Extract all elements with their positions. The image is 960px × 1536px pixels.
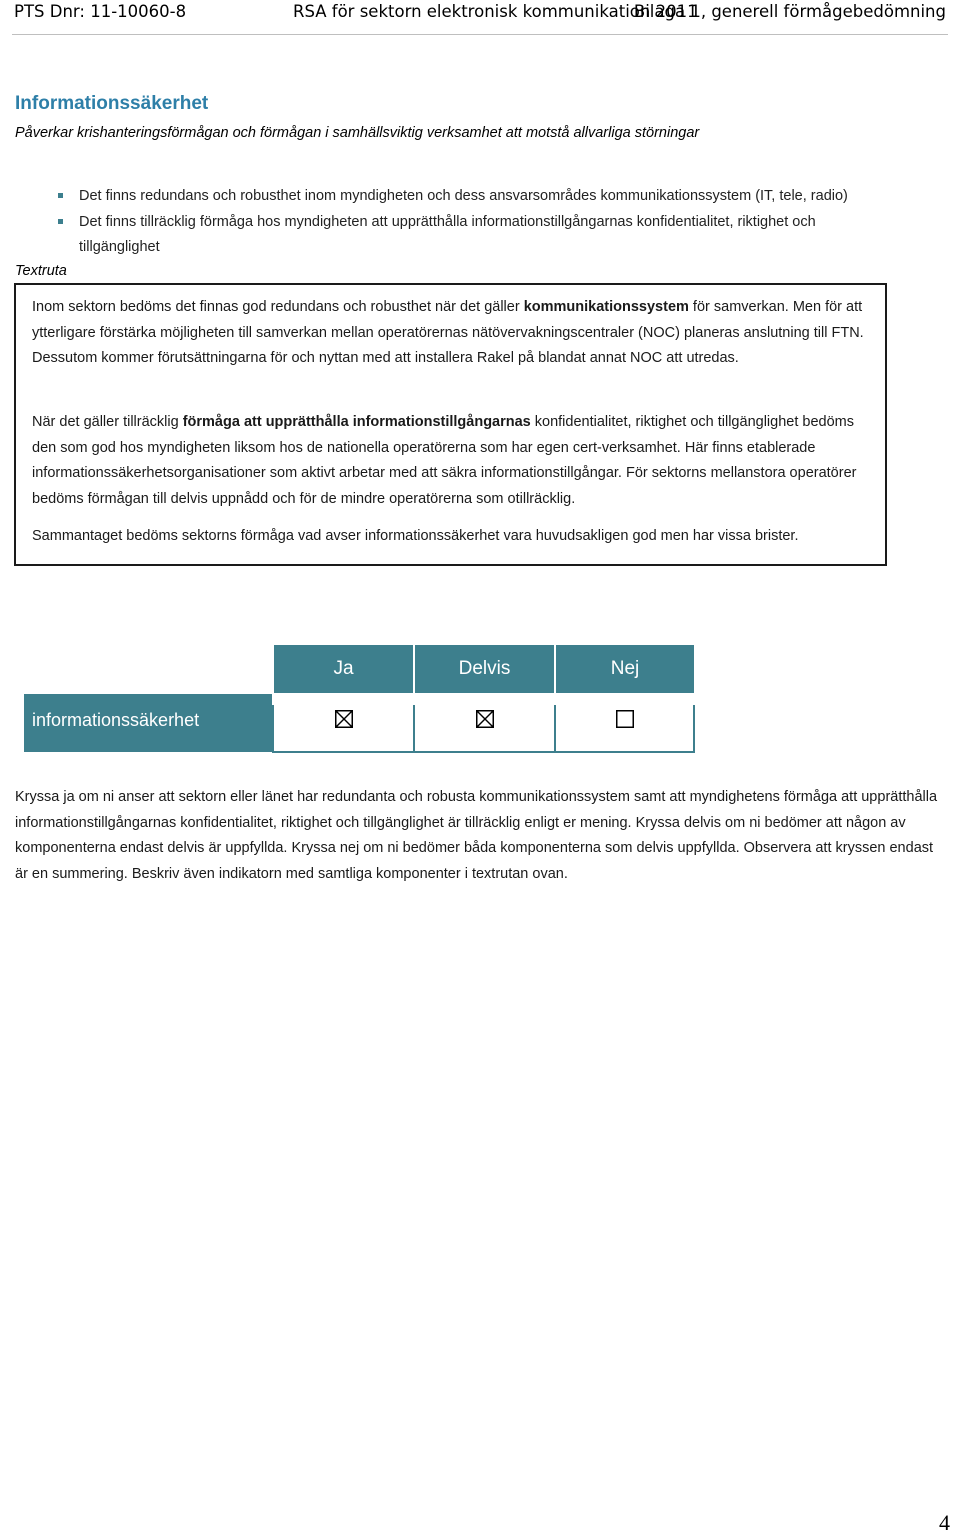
column-header-ja: Ja (274, 645, 413, 693)
cell-divider (554, 705, 556, 753)
bullet-text: Det finns redundans och robusthet inom myndigheten och dess ansvarsområdes kommunikationssystem (IT, tele, radio) (79, 188, 848, 204)
checkbox-nej-unchecked[interactable] (616, 710, 634, 728)
section-subtitle: Påverkar krishanteringsförmågan och förmågan i samhällsviktig verksamhet att motstå allvarliga störningar (15, 125, 700, 141)
cell-divider (693, 705, 695, 753)
header-appendix-label: Bilaga 1, generell förmågebedömning (633, 2, 946, 21)
checkbox-delvis-checked[interactable] (476, 710, 494, 728)
section-title: Informationssäkerhet (15, 93, 209, 114)
criteria-bullet-item (0, 210, 960, 261)
criteria-bullet-list (0, 184, 960, 261)
column-header-nej: Nej (556, 645, 694, 693)
header-document-title: RSA för sektorn elektronisk kommunikation 2011 (293, 2, 698, 21)
cell-divider (272, 705, 274, 753)
checkbox-ja-checked[interactable] (335, 710, 353, 728)
textruta-label: Textruta (15, 263, 67, 279)
square-bullet-icon (58, 193, 63, 198)
paragraph-bold-text: kommunikationssystem (523, 299, 689, 315)
page-number: 4 (939, 1510, 950, 1535)
row-label-informationssakerhet: informationssäkerhet (24, 694, 272, 752)
paragraph-text: Inom sektorn bedöms det finnas god redundans och robusthet när det gäller (32, 299, 524, 315)
header-document-number: PTS Dnr: 11-10060-8 (14, 2, 187, 21)
paragraph-text: konfidentialitet, riktighet och tillgänglighet bedöms den som god hos myndigheten liksom hos de nationella operatörerna som har egen cert-verksamhet. Här finns etablerade informationssäkerhetsorganisationer som aktivt arbetar med att säkra informationstillgångar. För sektorns mellanstora operatörer bedöms förmågan till delvis uppnådd och för de mindre operatörerna som otillräcklig. (32, 414, 857, 507)
assessment-text-box[interactable] (14, 283, 887, 566)
paragraph-text: för samverkan. Men för att ytterligare förstärka möjligheten till samverkan mellan operatörernas nätövervakningscentraler (NOC) planeras anslutning till FTN. Dessutom kommer förutsättningarna för och nyttan med att installera Rakel på blandat annat NOC att utredas. (32, 299, 864, 366)
header-divider (12, 34, 948, 35)
square-bullet-icon (58, 219, 63, 224)
assessment-paragraph-2 (32, 410, 882, 512)
row-bottom-border (272, 751, 695, 753)
instructions-text: Kryssa ja om ni anser att sektorn eller länet har redundanta och robusta kommunikationssystem samt att myndighetens förmåga att upprätthålla informationstillgångarnas konfidentialitet, riktighet och tillgänglighet är tillräcklig enligt er mening. Kryssa delvis om ni bedömer att någon av komponenterna endast delvis är uppfyllda. Kryssa nej om ni bedömer båda komponenterna som delvis uppfyllda. Observera att kryssen endast är en summering. Beskriv även indikatorn med samtliga komponenter i textrutan ovan. (15, 789, 938, 882)
paragraph-bold-text: förmåga att upprätthålla informationstillgångarnas (182, 414, 531, 430)
assessment-paragraph-1 (32, 295, 882, 372)
bullet-text: Det finns tillräcklig förmåga hos myndigheten att upprätthålla informationstillgångarnas konfidentialitet, riktighet och tillgänglighet (79, 213, 816, 255)
page-header (0, 0, 960, 36)
criteria-bullet-item (0, 184, 960, 210)
column-header-delvis: Delvis (415, 645, 554, 693)
assessment-paragraph-3: Sammantaget bedöms sektorns förmåga vad avser informationssäkerhet vara huvudsakligen god men har vissa brister. (32, 528, 799, 544)
paragraph-text: När det gäller tillräcklig (32, 414, 183, 430)
cell-divider (413, 705, 415, 753)
